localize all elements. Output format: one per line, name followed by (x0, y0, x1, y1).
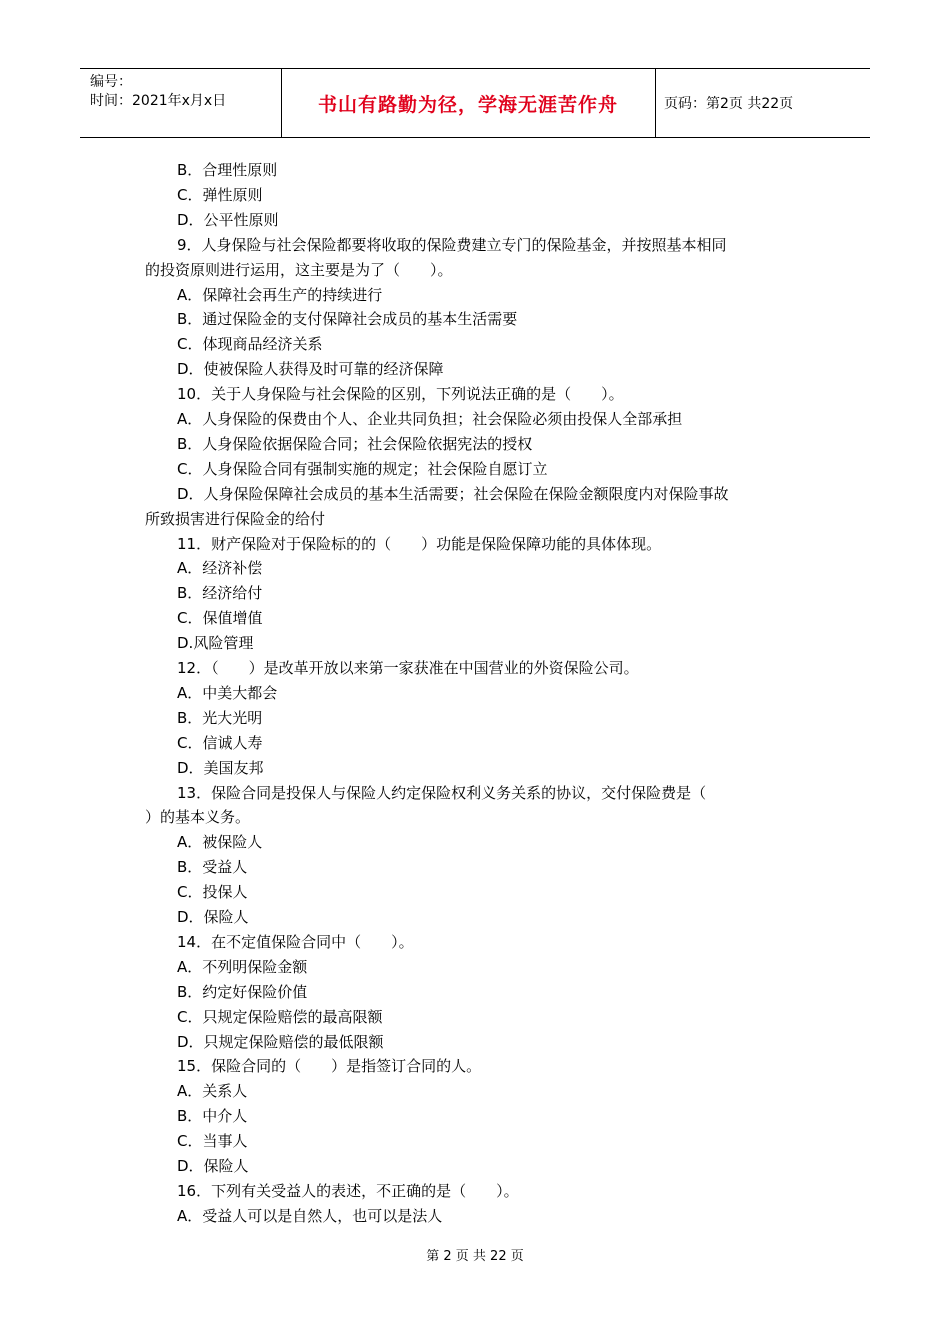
document-number: 编号： (90, 74, 132, 90)
text-line: B．合理性原则 (177, 161, 278, 179)
text-line: D．保险人 (177, 908, 249, 926)
text-line: A．经济补偿 (177, 559, 263, 578)
header-meta (90, 73, 226, 111)
document-time: 时间：2021年x月x日 (90, 93, 227, 109)
text-line: C．人身保险合同有强制实施的规定；社会保险自愿订立 (177, 459, 548, 478)
text-line: B．经济给付 (177, 584, 263, 603)
text-line: A．受益人可以是自然人，也可以是法人 (177, 1206, 443, 1225)
text-line: 的投资原则进行运用，这主要是为了（ ）。 (145, 260, 453, 279)
text-line: A．不列明保险金额 (177, 957, 308, 976)
text-line: A．人身保险的保费由个人、企业共同负担；社会保险必须由投保人全部承担 (177, 410, 683, 428)
text-line: C．保值增值 (177, 609, 263, 628)
text-line: B．受益人 (177, 858, 248, 877)
text-line: A．保障社会再生产的持续进行 (177, 285, 383, 304)
text-line: B．通过保险金的支付保障社会成员的基本生活需要 (177, 310, 518, 329)
text-line: 10．关于人身保险与社会保险的区别，下列说法正确的是（ ）。 (177, 385, 624, 404)
text-line: A．关系人 (177, 1082, 248, 1101)
text-line: 11．财产保险对于保险标的的（ ）功能是保险保障功能的具体体现。 (177, 534, 662, 553)
text-line: 15．保险合同的（ ）是指签订合同的人。 (177, 1057, 482, 1076)
text-line: A．中美大都会 (177, 683, 278, 702)
text-line: 9．人身保险与社会保险都要将收取的保险费建立专门的保险基金，并按照基本相同 (177, 235, 727, 254)
text-line: C．信诚人寿 (177, 733, 263, 752)
text-line: 14．在不定值保险合同中（ ）。 (177, 932, 414, 951)
header-motto: 书山有路勤为径，学海无涯苦作舟 (317, 93, 618, 116)
text-line: C．体现商品经济关系 (177, 335, 323, 354)
page-header (80, 68, 870, 138)
text-line: A．被保险人 (177, 833, 263, 852)
text-line: D.风险管理 (177, 634, 254, 653)
text-line: B．人身保险依据保险合同；社会保险依据宪法的授权 (177, 434, 533, 453)
text-line: B．中介人 (177, 1107, 248, 1126)
text-line: D．保险人 (177, 1157, 249, 1175)
text-line: D．美国友邦 (177, 758, 264, 777)
text-line: 16．下列有关受益人的表述，不正确的是（ ）。 (177, 1181, 519, 1200)
text-line: D．人身保险保障社会成员的基本生活需要；社会保险在保险金额限度内对保险事故 (177, 484, 729, 503)
text-line: B．光大光明 (177, 708, 263, 727)
text-line: C．当事人 (177, 1132, 248, 1151)
text-line: 所致损害进行保险金的给付 (145, 509, 326, 528)
text-line: D．使被保险人获得及时可靠的经济保障 (177, 360, 444, 379)
text-line: 13．保险合同是投保人与保险人约定保险权利义务关系的协议，交付保险费是（ (177, 783, 707, 802)
text-line: D．公平性原则 (177, 210, 279, 229)
text-line: C．弹性原则 (177, 185, 263, 204)
text-line: C．投保人 (177, 883, 248, 902)
text-line: D．只规定保险赔偿的最低限额 (177, 1032, 384, 1051)
header-divider (655, 69, 656, 137)
page-footer: 第 2 页 共 22 页 (426, 1249, 524, 1264)
header-page-info: 页码：第2页 共22页 (664, 96, 794, 112)
text-line: B．约定好保险价值 (177, 982, 308, 1001)
text-line: ）的基本义务。 (145, 808, 251, 827)
text-line: 12．（ ）是改革开放以来第一家获准在中国营业的外资保险公司。 (177, 659, 639, 677)
text-line: C．只规定保险赔偿的最高限额 (177, 1007, 383, 1026)
